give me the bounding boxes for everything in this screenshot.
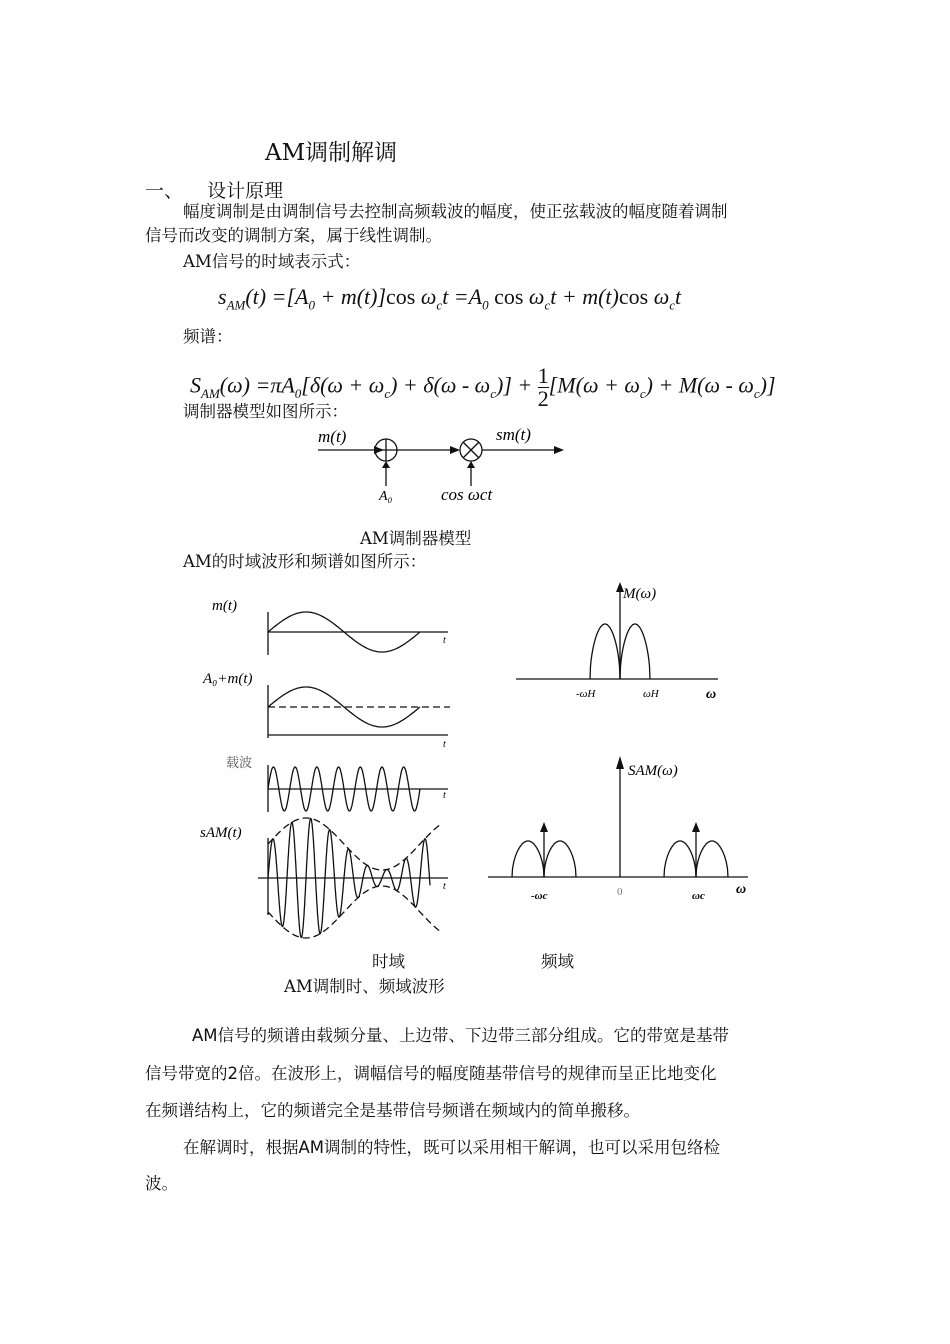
- carrier-label: 载波: [226, 756, 253, 771]
- t-axis-label-2: t: [443, 739, 446, 750]
- figure-caption: AM调制时、频域波形: [284, 977, 445, 996]
- carrier-impulse-neg-arrow: [540, 822, 548, 832]
- sam-omega-label: SAM(ω): [628, 763, 678, 779]
- sam-upper-envelope: [268, 818, 440, 870]
- body-p2-line2: 波。: [145, 1174, 178, 1193]
- intro-line-1: 幅度调制是由调制信号去控制高频载波的幅度，使正弦载波的幅度随着调制: [183, 202, 728, 221]
- sam-upper-sideband-left: [664, 841, 696, 877]
- a0-mt-label: A₀+m(t): [203, 671, 253, 687]
- model-intro: 调制器模型如图所示：: [183, 402, 348, 421]
- tick-pos-omega-c: ωc: [692, 890, 705, 902]
- body-p1-line2: 信号带宽的2倍。在波形上，调幅信号的幅度随基带信号的规律而呈正比地变化: [145, 1064, 717, 1083]
- model-input-label: m(t): [318, 427, 347, 446]
- time-domain-plots: [258, 612, 450, 938]
- tick-neg-omega-c: -ωc: [531, 890, 548, 902]
- tick-zero: 0: [617, 886, 623, 898]
- body-p2-line1: 在解调时，根据AM调制的特性，既可以采用相干解调，也可以采用包络检: [183, 1138, 721, 1157]
- sam-lower-sideband-right: [544, 841, 576, 877]
- omega-axis-label-2: ω: [736, 882, 747, 897]
- carrier-impulse-pos-arrow: [692, 822, 700, 832]
- page-title: AM调制解调: [265, 140, 398, 166]
- waveform-intro: AM的时域波形和频谱如图所示：: [183, 552, 427, 571]
- omega-axis-label-1: ω: [706, 687, 717, 702]
- model-carrier-label: cos ωct: [441, 485, 493, 504]
- m-omega-label: M(ω): [623, 586, 657, 602]
- sam-upper-sideband-right: [696, 841, 728, 877]
- caption-freq: 频域: [541, 952, 574, 971]
- sam-lower-sideband-left: [512, 841, 544, 877]
- tick-neg-omega-h: -ωH: [576, 688, 596, 700]
- m-t-label: m(t): [212, 598, 237, 614]
- sam-t-label: sAM(t): [200, 825, 242, 841]
- spectrum-label: 频谱：: [183, 327, 233, 346]
- m-omega-right-lobe: [620, 624, 650, 679]
- body-p1-line1: AM信号的频谱由载频分量、上边带、下边带三部分组成。它的带宽是基带: [192, 1026, 730, 1045]
- time-domain-label: AM信号的时域表示式：: [183, 252, 361, 271]
- section-title: 设计原理: [207, 180, 284, 202]
- sam-lower-envelope: [268, 886, 440, 938]
- t-axis-label-4: t: [443, 881, 446, 892]
- intro-line-2: 信号而改变的调制方案，属于线性调制。: [145, 226, 442, 245]
- model-caption: AM调制器模型: [360, 529, 472, 548]
- body-p1-line3: 在频谱结构上，它的频谱完全是基带信号频谱在频域内的简单搬移。: [145, 1101, 640, 1120]
- sam-omega-axis-arrow: [616, 756, 624, 769]
- section-number: 一、: [145, 180, 184, 202]
- frequency-domain-plots: [488, 582, 748, 877]
- m-omega-left-lobe: [590, 624, 620, 679]
- caption-time: 时域: [372, 952, 405, 971]
- am-spectrum-formula: $S_{AM}(\omega) =\pi A_0[\delta(\omega + \omega_c) + \delta(\omega - \omega_c)]$ + $\frac{1}{2}$ $[M(\omega + \omega_c) + M(\omega - \omega_c)]$: [190, 363, 776, 411]
- t-axis-label-1: t: [443, 635, 446, 646]
- model-output-label: sm(t): [496, 425, 531, 444]
- t-axis-label-3: t: [443, 790, 446, 801]
- tick-pos-omega-h: ωH: [643, 688, 659, 700]
- model-dc-label: A₀: [379, 489, 393, 504]
- am-time-formula: $s_{AM}(t) =[A_0 + m(t)]\cos$ $\omega_ct =A_0$ $\cos \omega_ct + m(t)\cos$ $\omega_ct$: [218, 284, 682, 313]
